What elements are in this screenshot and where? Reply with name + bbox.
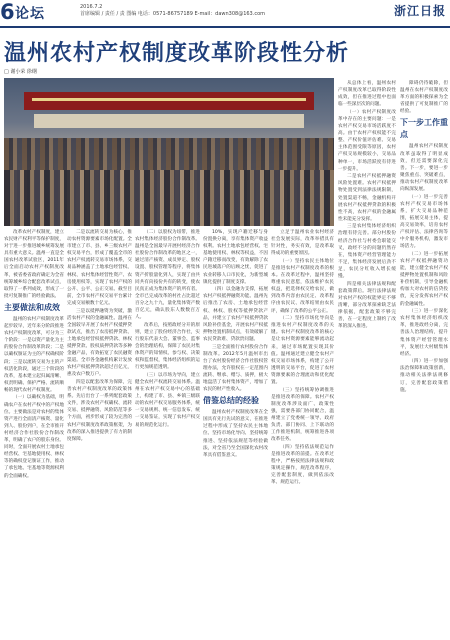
paragraph: （一）坚持农民主体地位是推进农村产权制度改革的根本。在改革过程中，温州坚持尊重农民意愿，依法维护农民权益，把选择权交给农民，做到改革内容由农民定、改革程序由农民议、改革结果由农民评，确保了改革的公平公正。 <box>271 258 334 314</box>
masthead-meta <box>80 4 265 18</box>
paragraph: （二）以股权为纽带，推进农村集体经济股份合作制改革。温州是全国最早开展村经济合作社股份合作制改革的地区之一，通过清产核资、成员界定、股权设置、股权管理等程序，将集体资产折股量化到人，实现了由共同共有向按份共有的转变，使农民真正成为集体资产的所有者。全市已完成改革的村社占比超过百分之九十九，量化集体资产数百亿元，确认股东人数数百万人。 <box>135 230 200 321</box>
article-column-1 <box>4 229 64 636</box>
issue-date: 2016.7.2 <box>80 4 103 10</box>
paragraph: （四）坚持依法规范运作是推进改革的前提。在改革过程中，严格按照法律法规和政策规定操作，规范改革程序，完善配套制度，做到依法改革、规范运行。 <box>271 444 334 486</box>
paragraph: 10%，实现户籍迁移与身份置换分离，享有集体资产收益权利。农村土地承包经营权、宅基地使用权、林权等权益，不因户籍迁移而改变，有效解除了农民进城落户的后顾之忧，促进了农业转移人口市民化，为新型城镇化提供了制度支撑。 <box>203 230 268 285</box>
photo-stage-banner <box>24 92 314 110</box>
article-column-6 <box>338 80 396 636</box>
paragraph: 温州农村产权制度改革在全国具有先行先试的意义，在推进过程中形成了坚持农民主体地位、坚持市场化导向、坚持统筹推进、坚持依法规范等经验做法，对全省乃至全国深化农村改革具有借鉴意义。 <box>203 410 268 458</box>
paragraph: （二）进一步拓展农村产权抵押融资功能，建立健全农村产权抵押物处置机制和风险补偿机制，引导金融机构加大对农村的信贷投放，充分发挥农村产权的金融属性。 <box>400 251 448 307</box>
paragraph: （三）坚持统筹协调推进是推进改革的保障。农村产权制度改革涉及面广、政策性强，需要各部门协同配合，温州建立了党委统一领导、政府负责、部门协同、上下联动的工作推进机制，统筹推进各项改革任务。 <box>271 387 334 443</box>
photo-audience-front <box>4 170 334 226</box>
paragraph: 改革农村产权制度，建立农民财产权利平等保护制度，对于进一步推进城乡统筹发展具有重大意义。温州一直是全国农村改革试验区，2011年后全面启动农村产权制度改革，被省委省政府确定为全省统筹城乡综合配套改革试点，取得了一系列成效，形成了一批可复制推广的经验做法。 <box>4 230 64 299</box>
paragraph: （四）进一步加强法治保障和政策创新，推动相关法律法规修订，完善配套政策措施。 <box>400 359 448 393</box>
paragraph: 从总体上看，温州农村产权制度改革已取得阶段性成效，但在推进过程中也面临一些深层次的问题。 <box>338 81 396 108</box>
article-column-7 <box>400 80 448 636</box>
article-column-4 <box>203 229 268 636</box>
section-heading: 借鉴总结的经验 <box>203 396 259 406</box>
page-number: 6 <box>0 0 15 24</box>
section-heading: 下一步工作重点 <box>400 118 448 140</box>
paragraph: 二是以流转交易为核心，推动农村资源要素市场化配置。全市建立了市、县、乡三级农村产权交易平台，形成了覆盖全市的农村产权流转交易市场体系，交易品种涵盖了土地承包经营权、林权、农村集体经营性资产、农房使用权等，实现了农村产权的公开、公平、公正交易。截至目前，全市农村产权交易平台累计完成交易额数十亿元。 <box>67 230 132 306</box>
paragraph: 温州农村产权制度改革虽取得了明显成效，但还需要深化完善。下一步，要进一步聚焦重点、突破难点，推动农村产权制度改革向纵深发展。 <box>400 144 448 193</box>
masthead <box>0 0 450 27</box>
section-heading: 主要做法和成效 <box>4 302 60 312</box>
paragraph: 三是农村集体经济组织治理有待完善。部分村股份经济合作社与村委会职能交叉，政经不分的问题仍然存在，集体资产经营管理能力不足，集体经济发展后劲不足，农民分红收入增长缓慢。 <box>338 224 396 280</box>
paragraph: 温州的农村产权制度改革起步较早，近年来分阶段推进农村产权制度改革，可分为三个阶段：一是以资产量化为主的股份合作制改革阶段；二是以确权颁证为主的产权确权阶段；三是以流转交易为主的产权活化阶段，通过三个阶段的改革，基本建立起归属清晰、权责明确、保护严格、流转顺畅的现代农村产权制度。 <box>4 316 64 393</box>
paragraph: 立足于温州农业农村经济社会发展实际，改革举措具有针对性，务实有效，是改革取得成功的重要原因。 <box>271 230 334 257</box>
paragraph: 改革后，按照政经分开的原则，建立了股份经济合作社，实行股东代表大会、董事会、监事会的治理结构，保障了农民对集体资产的知情权、参与权、决策权和监督权，集体经济组织的运行更加规范透明。 <box>135 322 200 371</box>
paragraph: （一）进一步完善农村产权交易市场体系，扩大交易品种范围，拓展交易主体，提高交易效率，培育农村产权评估、法律咨询等中介服务机构，激发市场活力。 <box>400 194 448 250</box>
paragraph: 障碍仍待破除，但温州在农村产权制度改革方面的积极探索为全省提供了可复制推广的经验。 <box>400 81 448 115</box>
paragraph: 四是相关法律法规和配套政策滞后。现行法律法规对农村产权的权能界定不够清晰，部分改革探索缺乏法律依据，配套政策不够完善，在一定程度上制约了改革的深入推进。 <box>338 281 396 330</box>
masthead-rule <box>0 26 450 28</box>
paragraph: （一）以确权为基础，明确农户在农村产权中的产权地位。主要做法是对农村的集体资产进行全面清产核资、量化到人、股份到户，在全市推开村经济合作社股份合作制改革，明确了农户的股东身份。同时，全面开展农村土地承包经营权、宅基地使用权、林权等的确权登记颁证工作，推动了承包地、宅基地等资源权利的全面确权。 <box>4 395 64 479</box>
photo-podium <box>34 114 304 128</box>
paragraph: （三）以市场为导向，建立健全农村产权流转交易体系。温州在农村产权交易中心的基础上，构建了市、县、乡镇三级联动的农村产权交易服务体系，统一交易规则、统一信息发布、统一交易鉴证，实现了农村产权交易的规范化运行。 <box>135 372 200 428</box>
article-column-3 <box>135 229 200 636</box>
article-column-5 <box>271 229 334 636</box>
lead-photo <box>4 78 334 226</box>
paragraph: （三）进一步深化农村集体经济组织改革，推进政经分离，完善法人治理结构，提升集体资产经营管理水平，发展壮大村级集体经济。 <box>400 309 448 357</box>
paragraph: 二是农村产权抵押融资风险处置难。农村产权抵押物处置受到法律法规限制，处置渠道不畅，金融机构开展农村产权抵押贷款的积极性不高，农村产权的金融属性未能充分发挥。 <box>338 174 396 222</box>
paragraph: 四是以配套改革为保障，完善农村产权制度改革的政策体系。先后出台了一系列配套政策文件，涉及农村产权确权、流转交易、抵押融资、风险防范等多个方面，初步形成了较为完善的农村产权制度改革政策框架，为改革的深入推进提供了有力的制度保障。 <box>67 379 132 442</box>
paragraph: （二）坚持市场化导向是推进农村产权制度改革的关键。农村产权制度改革的核心是让农村资源要素能够流动起来，通过市场配置实现其价值。温州通过建立健全农村产权交易市场体系，构建了公开透明的交易平台，促进了农村资源要素的合理流动和优化配置。 <box>271 316 334 385</box>
editor-contact: 首席编辑 / 责任 / 责 图编 电话：0571-86757189 E-mail：dawn308@163.com <box>80 11 266 17</box>
article-byline: □ 谢小荣 徐纲 <box>4 69 37 75</box>
article-column-2 <box>67 229 132 636</box>
paragraph: （一）农村产权制度改革中存在的主要问题：一是农村产权交易市场活跃度不高。由于农村产权权能不完整、产权价值评估难、交易主体范围受限等原因，农村产权交易规模较小，交易品种单一，市场活跃度有待进一步提升。 <box>338 109 396 172</box>
paragraph: 三是全面推行农村股份合作制改革。2012年5月温州市出台了农村股份经济合作社股权管理办法，允许股权在一定范围内流转、继承、赠与、质押，极大地盘活了农村集体资产，增加了农民的财产性收入。 <box>203 344 268 393</box>
article-headline: 温州农村产权制度改革阶段性分析 <box>4 41 350 66</box>
newspaper-brand: 浙江日报 <box>393 4 446 18</box>
paragraph: 三是以抵押融资为突破，激活农村产权的金融属性。温州在全国较早开展了农村产权抵押贷款试点，推出了农房抵押贷款、土地承包经营权抵押贷款、林权抵押贷款、股权质押贷款等多种金融产品，有效拓宽了农民融资渠道。全市各金融机构累计发放农村产权抵押贷款超过百亿元，惠及农户数万户。 <box>67 308 132 378</box>
paragraph: （四）以金融为支撑，拓展农村产权抵押融资功能。温州先后推出了农房、土地承包经营权、林权、股权等抵押贷款产品，并建立了农村产权抵押贷款风险补偿基金，开展农村产权抵押物处置机制试点，有效破解了农民贷款难、贷款贵问题。 <box>203 287 268 342</box>
section-name: 论坛 <box>15 6 45 22</box>
